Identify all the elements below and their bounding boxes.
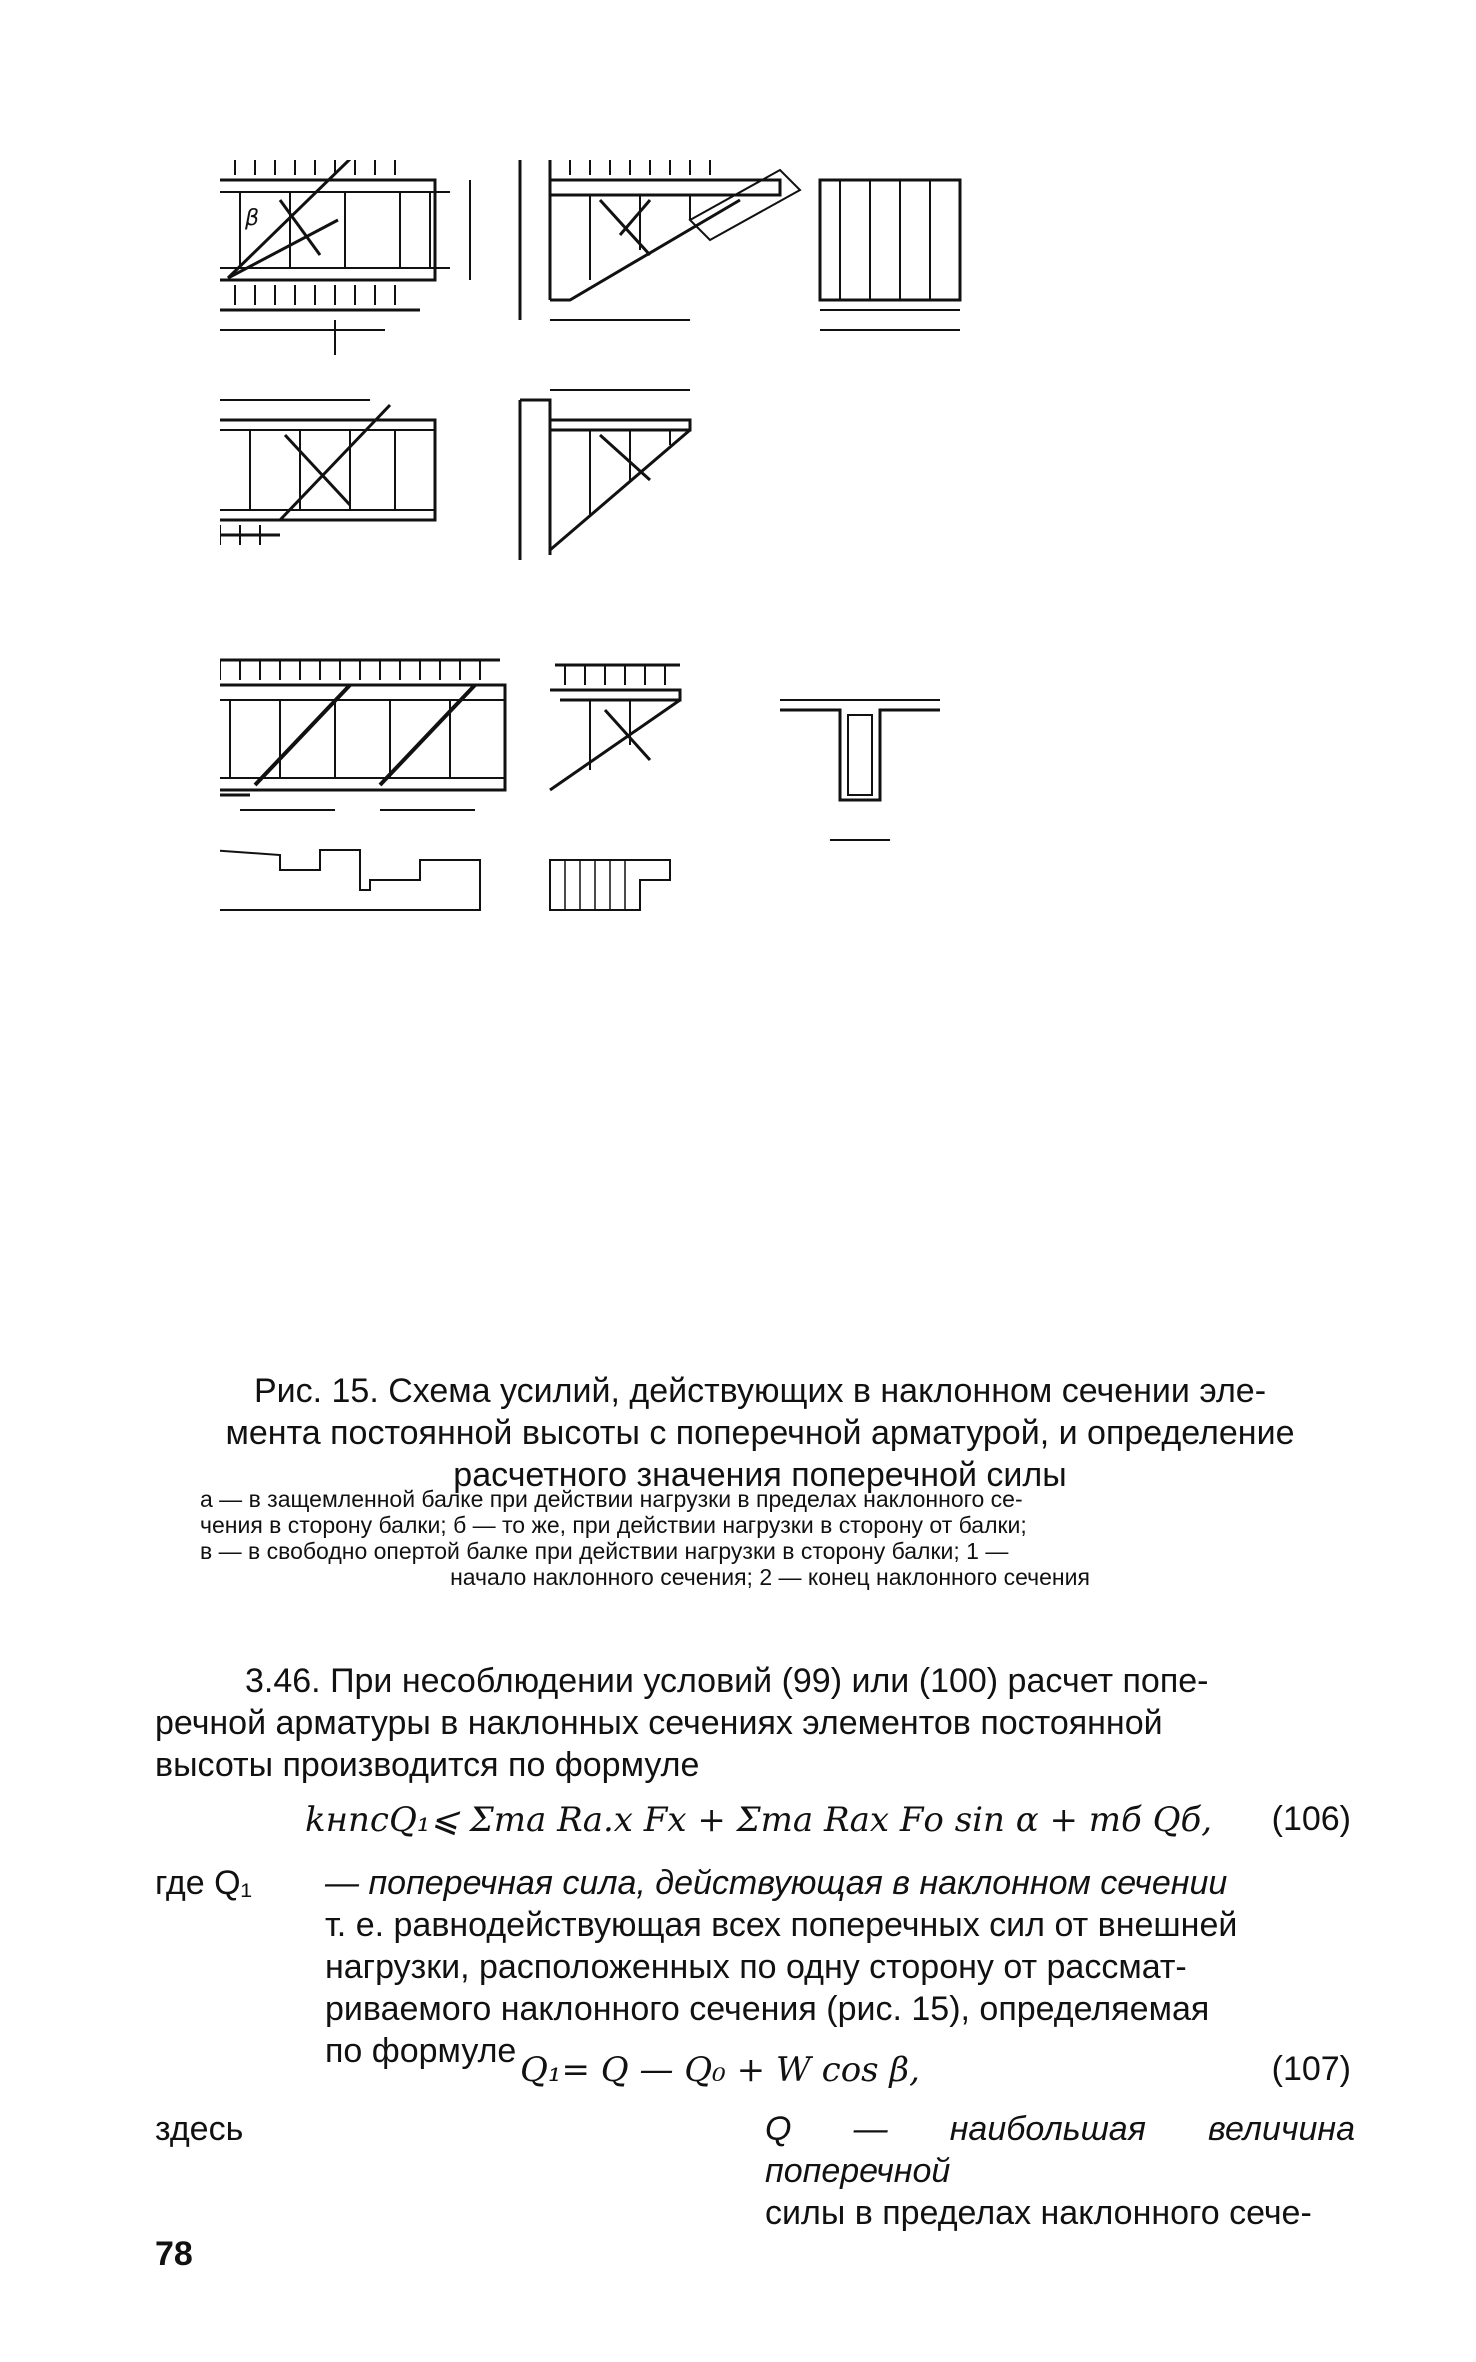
figure-caption [160, 1370, 1360, 1496]
figure-drawing [220, 160, 1350, 1345]
paragraph-line-1: 3.46. При несоблюдении условий (99) или (100) расчет попе- [245, 1662, 1209, 1700]
page-number: 78 [155, 2235, 193, 2273]
here-line-1: Q — наибольшая величина поперечной [765, 2110, 1355, 2190]
legend-line-4: начало наклонного сечения; 2 — конец наклонного сечения [450, 1564, 1090, 1590]
where-body [325, 1862, 1355, 2072]
panel-a [220, 160, 470, 355]
legend-line-3: в — в свободно опертой балке при действии нагрузки в сторону балки; 1 — [200, 1538, 1009, 1564]
legend-line-2: чения в сторону балки; б — то же, при действии нагрузки в сторону от балки; [200, 1512, 1027, 1538]
paragraph-line-3: высоты производится по формуле [155, 1746, 700, 1784]
panel-a-right [520, 160, 800, 320]
caption-line-2: мента постоянной высоты с поперечной арматурой, и определение [225, 1414, 1295, 1452]
legend-line-1: а — в защемленной балке при действии нагрузки в пределах наклонного се- [200, 1486, 1023, 1512]
panel-v [220, 660, 505, 910]
panel-b-right [520, 390, 690, 560]
where-line-5: по формуле [325, 2032, 517, 2070]
figure-legend [200, 1486, 1340, 1590]
formula-106-number: (106) [1271, 1800, 1351, 1838]
paragraph-3-46 [155, 1660, 1355, 1786]
where-label: где Q₁ [155, 1864, 252, 1902]
section-tbeam [780, 700, 940, 840]
where-line-4: риваемого наклонного сечения (рис. 15), определяемая [325, 1990, 1210, 2028]
where-line-3: нагрузки, расположенных по одну сторону от рассмат- [325, 1948, 1187, 1986]
panel-b [220, 370, 435, 560]
where-line-2: т. е. равнодействующая всех поперечных сил от внешней [325, 1906, 1238, 1944]
formula-107-number: (107) [1271, 2050, 1351, 2088]
formula-107: Q₁= Q — Q₀ + W cos β, [520, 2050, 920, 2090]
figure-15 [220, 160, 1350, 1345]
here-label: здесь [155, 2110, 244, 2148]
where-line-1: — поперечная сила, действующая в наклонном сечении [325, 1864, 1228, 1902]
panel-v-right [550, 665, 680, 910]
paragraph-line-2: речной арматуры в наклонных сечениях элементов постоянной [155, 1704, 1163, 1742]
section-1-1 [820, 180, 960, 330]
here-line-2: силы в пределах наклонного сече- [765, 2194, 1312, 2232]
label-beta: β [245, 206, 260, 231]
caption-line-1: Рис. 15. Схема усилий, действующих в наклонном сечении эле- [253, 1372, 1267, 1410]
caption-line-3: расчетного значения поперечной силы [453, 1456, 1067, 1494]
formula-106: kнnсQ₁⩽ Σmа Rа.х Fх + Σmа Rах Fо sin α + mб Qб, [305, 1800, 1213, 1840]
here-body [765, 2108, 1355, 2234]
